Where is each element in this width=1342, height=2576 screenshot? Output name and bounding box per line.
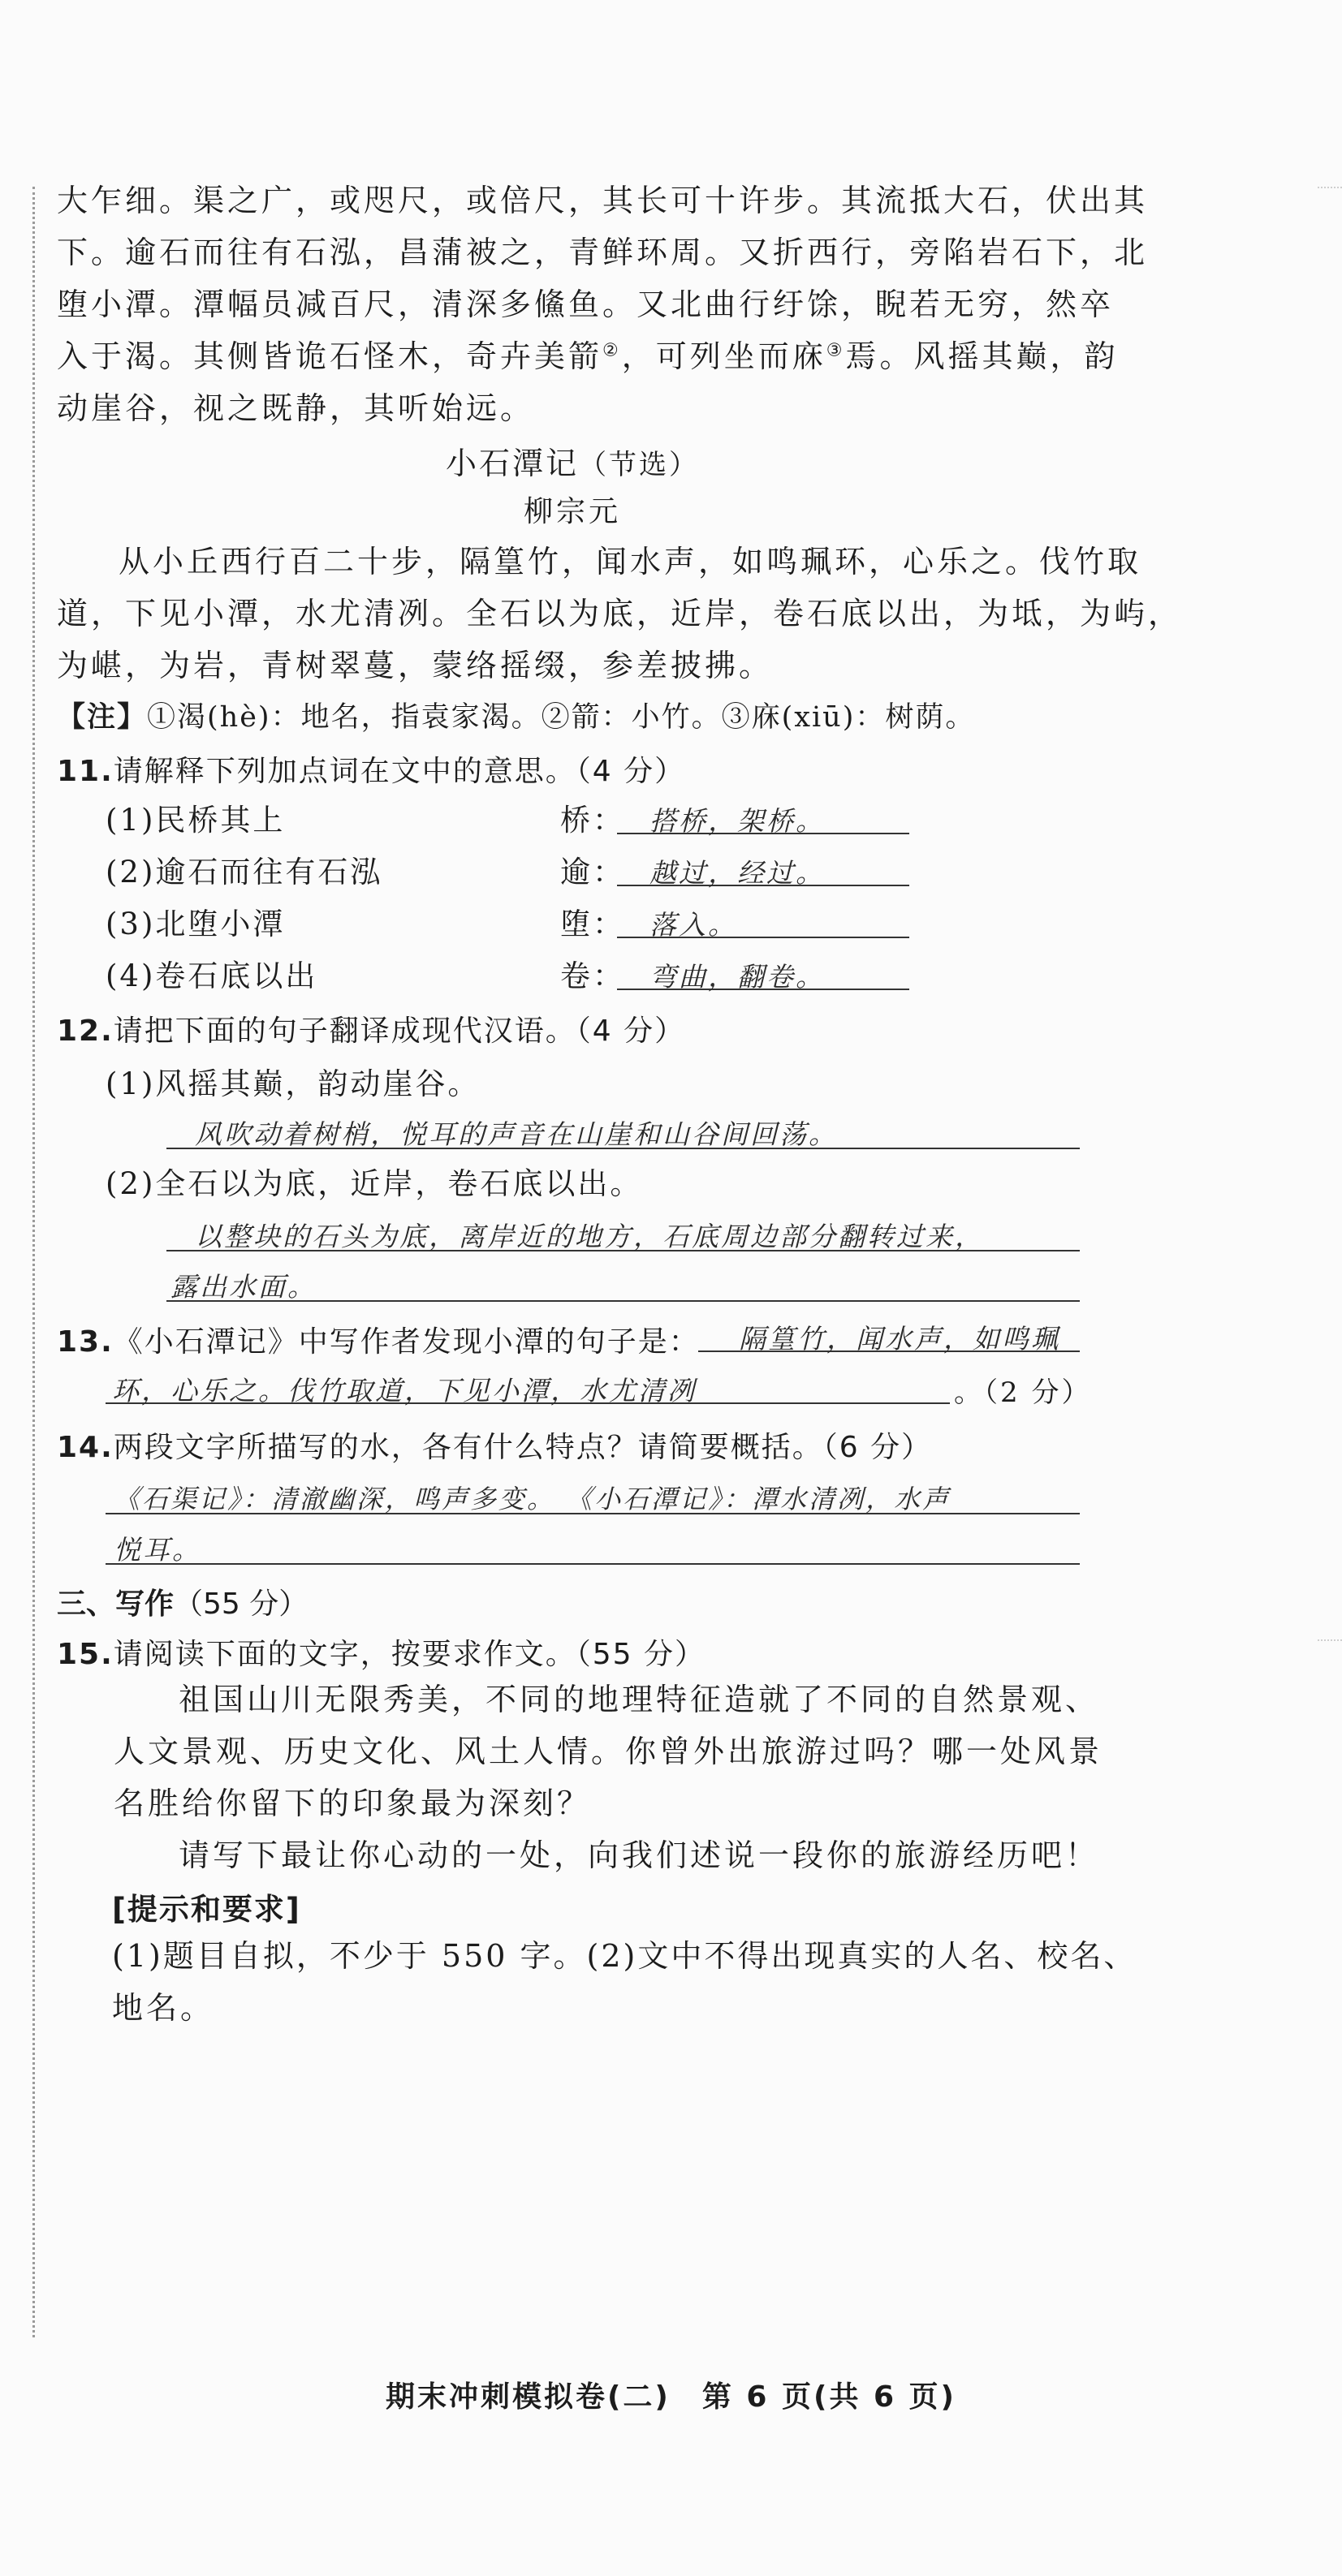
q11-label: 卷： [560,958,625,993]
footnote-mark: ③ [826,340,846,361]
passage-two-line: 从小丘西行百二十步，隔篁竹，闻水声，如鸣珮环，心乐之。伐竹取 [119,544,1142,579]
tips-heading: [提示和要求] [112,1892,301,1927]
q11-label: 桥： [560,803,625,838]
question-14: 14.两段文字所描写的水，各有什么特点？请简要概括。（6 分） [57,1431,933,1464]
q15-requirement-line: 地名。 [112,1990,215,2026]
footnote: 【注】①渴(hè)：地名，指袁家渴。②箭：小竹。③庥(xiū)：树荫。 [57,701,976,734]
passage-one-line: 堕小潭。潭幅员减百尺，清深多鯈鱼。又北曲行纡馀，睨若无穷，然卒 [57,286,1115,322]
q12-sentence: (1)风摇其巅，韵动崖谷。 [106,1066,481,1101]
q15-prompt-line: 名胜给你留下的印象最为深刻？ [114,1786,592,1821]
question-15: 15.请阅读下面的文字，按要求作文。（55 分） [57,1638,706,1671]
q11-answer: 落入。 [649,909,737,941]
q15-requirements [112,1930,1143,2034]
q13-score: 。（2 分） [954,1376,1092,1409]
passage-one [57,174,1149,434]
q12-sentence: (2)全石以为底，近岸，卷石底以出。 [106,1166,643,1201]
q13-answer: 环，心乐之。伐竹取道，下见小潭，水尤清冽 [112,1375,697,1406]
q11-label: 堕： [560,907,625,941]
passage-one-line: 下。逾石而往有石泓，昌蒲被之，青鲜环周。又折西行，旁陷岩石下，北 [57,235,1149,270]
q11-answer: 搭桥，架桥。 [649,805,825,837]
q15-prompt-line: 祖国山川无限秀美，不同的地理特征造就了不同的自然景观、 [179,1682,1100,1717]
q11-item: (2)逾石而往有石泓 [106,855,383,890]
q15-requirement-line: (1)题目自拟，不少于 550 字。(2)文中不得出现真实的人名、校名、 [112,1938,1137,1974]
fold-mark [1318,187,1342,188]
passage-one-line: 入于渴。其侧皆诡石怪木，奇卉美箭②，可列坐而庥③焉。风摇其巅，韵 [57,338,1119,374]
q14-answer-line [106,1526,1080,1565]
passage-one-line: 动崖谷，视之既静，其听始远。 [57,390,535,426]
q11-answer: 弯曲，翻卷。 [649,961,825,993]
passage-one-line: 大乍细。渠之广，或咫尺，或倍尺，其长可十许步。其流抵大石，伏出其 [57,183,1149,218]
q12-answer: 风吹动着树梢，悦耳的声音在山崖和山谷间回荡。 [195,1118,838,1150]
q11-item: (1)民桥其上 [106,803,286,838]
section-writing: 三、写作（55 分） [57,1587,309,1621]
passage-two-title: 小石潭记（节选） [445,446,699,481]
passage-two [57,536,1183,743]
q15-prompt-line: 人文景观、历史文化、风土人情。你曾外出旅游过吗？哪一处风景 [114,1734,1103,1769]
passage-two-author: 柳宗元 [523,495,621,528]
q11-item: (4)卷石底以出 [106,958,318,993]
q14-answer: 《石渠记》：清澈幽深，鸣声多变。 《小石潭记》：潭水清冽，水声 [114,1484,951,1514]
footnote-mark: ② [602,340,622,361]
q11-item: (3)北堕小潭 [106,907,286,941]
fold-mark [1318,1639,1342,1641]
q11-label: 逾： [560,855,625,890]
page-footer: 期末冲刺模拟卷(二) 第 6 页(共 6 页) [385,2380,957,2414]
q12-answer: 露出水面。 [170,1271,317,1303]
question-12: 12.请把下面的句子翻译成现代汉语。（4 分） [57,1014,686,1048]
q13-answer: 隔篁竹，闻水声，如鸣珮 [739,1323,1060,1355]
q12-answer: 以整块的石头为底，离岸近的地方，石底周边部分翻转过来， [195,1221,984,1252]
binding-margin-line [32,187,35,2337]
q15-prompt-line: 请写下最让你心动的一处，向我们述说一段你的旅游经历吧！ [179,1837,1100,1873]
passage-two-line: 为嵁，为岩，青树翠蔓，蒙络摇缀，参差披拂。 [57,648,774,683]
q11-answer: 越过，经过。 [649,857,825,889]
question-11: 11.请解释下列加点词在文中的意思。（4 分） [57,755,686,788]
passage-two-line: 道，下见小潭，水尤清冽。全石以为底，近岸，卷石底以出，为坻，为屿， [57,596,1183,631]
q15-prompt [114,1674,1145,1881]
question-13: 13.《小石潭记》中写作者发现小潭的句子是： [57,1325,700,1359]
q14-answer: 悦耳。 [114,1534,201,1566]
